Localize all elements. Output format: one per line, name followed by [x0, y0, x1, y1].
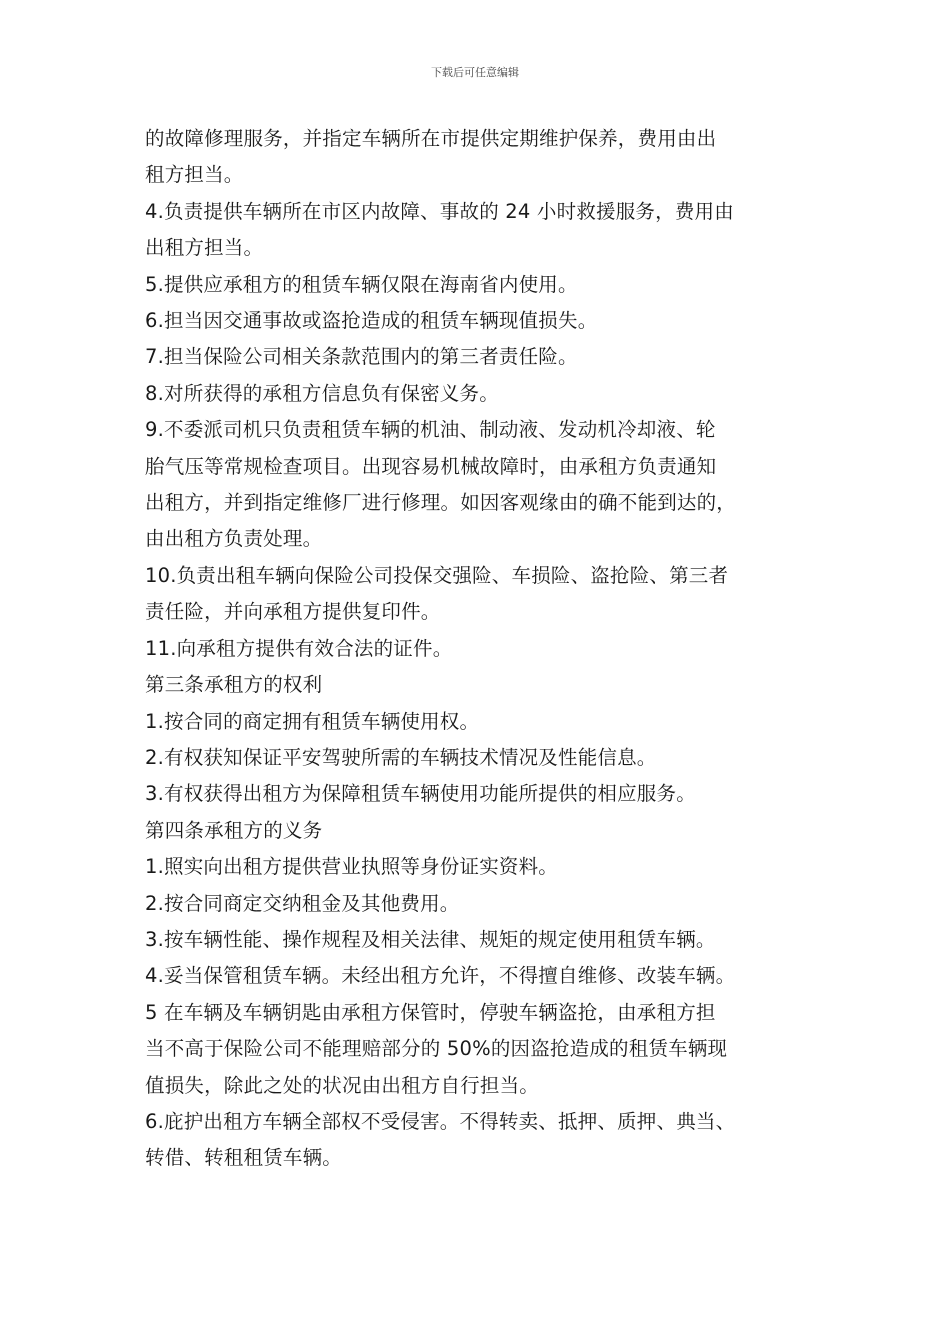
text-line: 5 在车辆及车辆钥匙由承租方保管时，停驶车辆盗抢，由承租方担	[145, 1000, 716, 1024]
text-line: 转借、转租租赁车辆。	[145, 1146, 343, 1170]
text-line: 6.庇护出租方车辆全部权不受侵害。不得转卖、抵押、质押、典当、	[145, 1109, 736, 1133]
section-heading: 第四条承租方的义务	[145, 818, 323, 842]
text-line: 租方担当。	[145, 163, 244, 187]
text-line: 3.按车辆性能、操作规程及相关法律、规矩的规定使用租赁车辆。	[145, 927, 716, 951]
text-line: 8.对所获得的承租方信息负有保密义务。	[145, 381, 499, 405]
document-body	[145, 121, 835, 1177]
text-line: 5.提供应承租方的租赁车辆仅限在海南省内使用。	[145, 272, 578, 296]
text-line: 1.照实向出租方提供营业执照等身份证实资料。	[145, 855, 559, 879]
text-line: 值损失，除此之处的状况由出租方自行担当。	[145, 1073, 540, 1097]
text-line: 出租方，并到指定维修厂进行修理。如因客观缘由的确不能到达的，	[145, 491, 737, 515]
text-line: 6.担当因交通事故或盗抢造成的租赁车辆现值损失。	[145, 309, 598, 333]
text-line: 出租方担当。	[145, 236, 264, 260]
text-line: 4.妥当保管租赁车辆。未经出租方允许，不得擅自维修、改装车辆。	[145, 964, 736, 988]
text-line: 的故障修理服务，并指定车辆所在市提供定期维护保养，费用由出	[145, 127, 717, 150]
text-line: 1.按合同的商定拥有租赁车辆使用权。	[145, 709, 480, 733]
text-line: 2.有权获知保证平安驾驶所需的车辆技术情况及性能信息。	[145, 745, 657, 769]
text-line: 责任险，并向承租方提供复印件。	[145, 600, 441, 624]
text-line: 4.负责提供车辆所在市区内故障、事故的 24 小时救援服务，费用由	[145, 199, 734, 223]
text-line: 胎气压等常规检查项目。出现容易机械故障时，由承租方负责通知	[145, 454, 717, 478]
text-line: 2.按合同商定交纳租金及其他费用。	[145, 891, 460, 915]
text-line: 9.不委派司机只负责租赁车辆的机油、制动液、发动机冷却液、轮	[145, 418, 716, 442]
section-heading: 第三条承租方的权利	[145, 673, 323, 697]
text-line: 3.有权获得出租方为保障租赁车辆使用功能所提供的相应服务。	[145, 782, 696, 806]
text-line: 10.负责出租车辆向保险公司投保交强险、车损险、盗抢险、第三者	[145, 563, 729, 587]
text-line: 7.担当保险公司相关条款范围内的第三者责任险。	[145, 345, 578, 369]
text-line: 由出租方负责处理。	[145, 527, 323, 551]
text-line: 11.向承租方提供有效合法的证件。	[145, 636, 453, 660]
text-line: 当不高于保险公司不能理赔部分的 50%的因盗抢造成的租赁车辆现	[145, 1037, 728, 1061]
page-header: 下载后可任意编辑	[431, 66, 519, 79]
